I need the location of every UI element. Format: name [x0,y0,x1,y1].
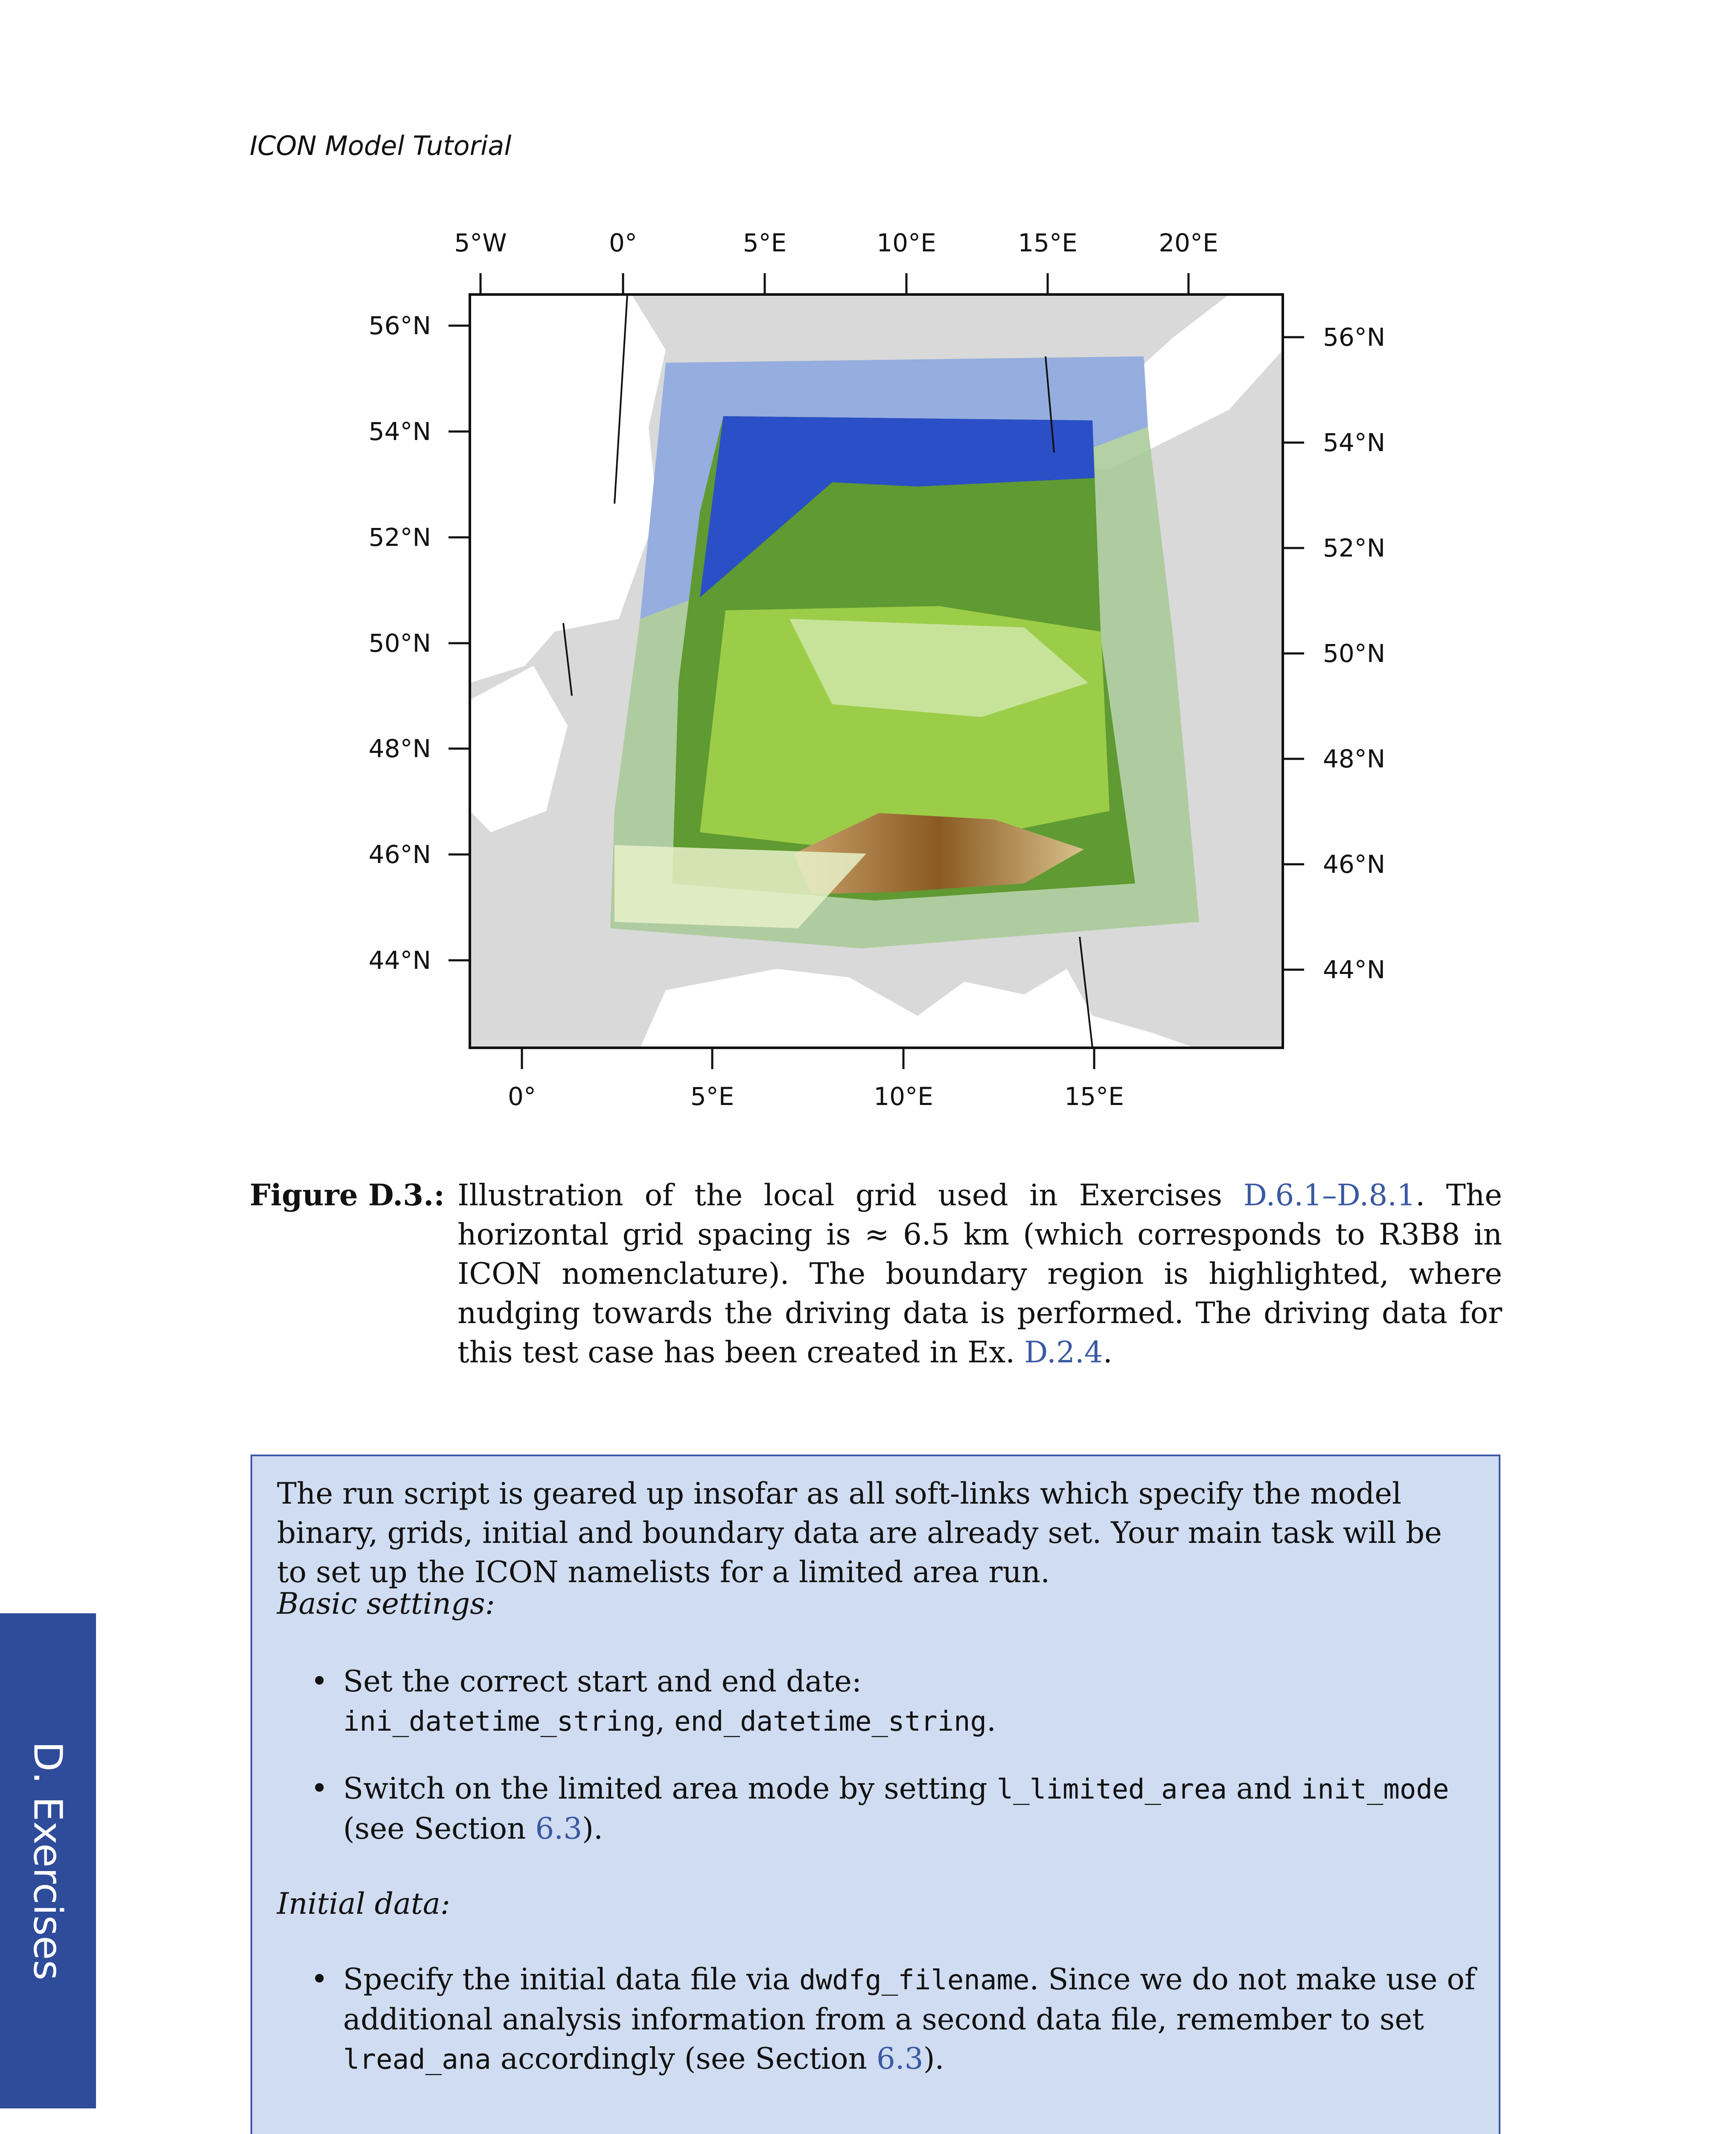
left-tick-label: 56°N [368,311,431,340]
exercise-link[interactable]: D.6.1–D.8.1 [1243,1178,1416,1213]
basic-settings-heading: Basic settings: [277,1587,495,1621]
bottom-tick-label: 10°E [874,1082,933,1111]
left-tick-label: 52°N [368,523,431,552]
top-tick-label: 5°W [454,228,507,257]
right-tick-label: 46°N [1323,850,1386,879]
right-tick-label: 56°N [1323,323,1386,352]
left-tick-label: 44°N [368,946,431,975]
bottom-tick-label: 0° [508,1082,536,1111]
caption-label: Figure D.3.: [250,1178,445,1213]
box-intro: The run script is geared up insofar as all soft-links which specify the model binary, grids, initial and boundary data are already set. Your main task will be to set up the ICON namelists for a limited area run. [277,1477,1442,1589]
bullet-icon: • [311,1665,328,1699]
section-link[interactable]: 6.3 [876,2042,923,2076]
left-tick-label: 48°N [368,734,431,763]
top-tick-label: 15°E [1018,228,1078,257]
bullet-icon: • [311,1772,328,1806]
top-tick-label: 10°E [877,228,936,257]
bottom-tick-label: 5°E [690,1082,734,1111]
section-link[interactable]: 6.3 [535,1812,583,1846]
exercise-box: The run script is geared up insofar as all soft-links which specify the model binary, grids, initial and boundary data are already set. Your main task will be to set up the ICON namelists for a limited area run. Basic settings: • Set the correct start and end date: ini_datetime_string, end_datetime_string. • Switch on the limited area mode by setting l_limited_area and init_mode (see Section 6.3). Initial data: • Specify the initial data file via dwdfg_filename. Since we do not make use of additional analysis information from a second data file, remember to set lread_ana accordingly (see Section 6.3). [250,1455,1500,2134]
chapter-tab-label: D. Exercises [25,1741,71,1981]
left-tick-label: 46°N [368,840,431,869]
top-tick-label: 0° [609,228,637,257]
caption-text: Illustration of the local grid used in Exercises D.6.1–D.8.1. The horizontal grid spacing is ≈ 6.5 km (which corresponds to R3B8 in ICON nomenclature). The boundary region is highlighted, where nudging towards the driving data is performed. The driving data for this test case has been created in Ex. D.2.4. [457,1178,1502,1370]
right-tick-label: 52°N [1323,534,1386,563]
top-tick-label: 20°E [1159,228,1218,257]
right-tick-label: 48°N [1323,744,1386,773]
right-tick-label: 50°N [1323,639,1386,668]
initial-data-heading: Initial data: [277,1887,451,1921]
chapter-side-tab [0,1613,96,2108]
running-header: ICON Model Tutorial [250,130,512,161]
top-tick-label: 5°E [743,228,787,257]
right-tick-label: 44°N [1323,955,1386,984]
bottom-tick-label: 15°E [1064,1082,1124,1111]
left-tick-label: 54°N [368,417,431,446]
exercise-link[interactable]: D.2.4 [1024,1335,1103,1370]
right-tick-label: 54°N [1323,428,1386,457]
left-tick-label: 50°N [368,629,431,658]
bullet-icon: • [311,1962,328,1997]
